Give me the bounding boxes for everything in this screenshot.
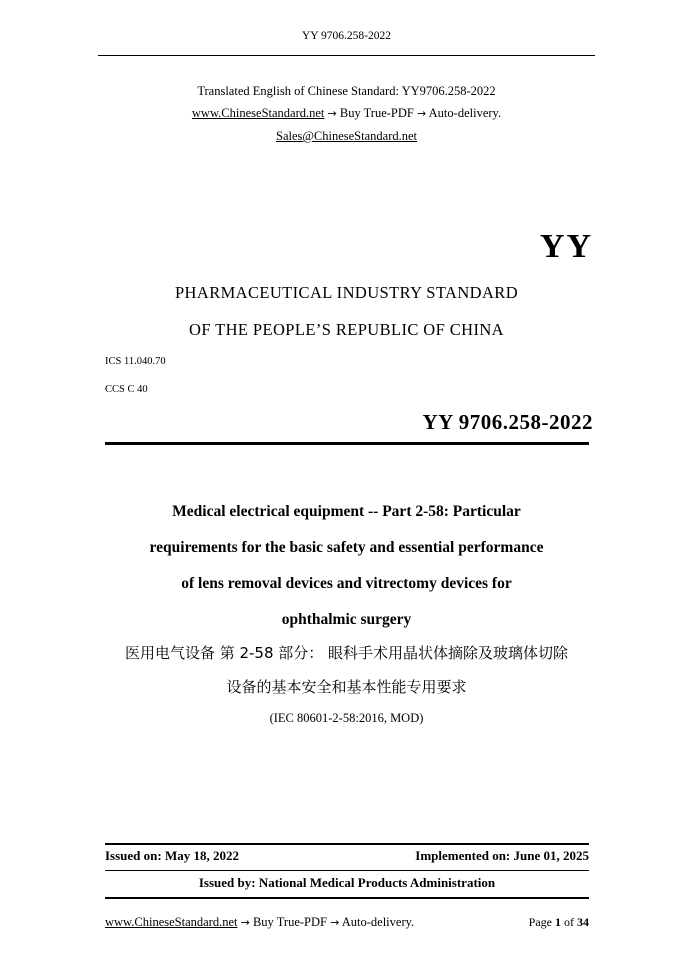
running-title: YY 9706.258-2022	[301, 30, 391, 42]
title-chinese-line-1: 医用电气设备 第 2-58 部分： 眼科手术用晶状体摘除及玻璃体切除	[124, 644, 569, 662]
issue-divider-bottom	[105, 897, 589, 899]
page-of-label: of	[564, 915, 574, 929]
issued-on-date: Issued on: May 18, 2022	[105, 848, 239, 863]
page-number: 1	[555, 915, 561, 929]
title-chinese-line-2: 设备的基本安全和基本性能专用要求	[226, 678, 467, 696]
title-chinese	[98, 636, 595, 704]
promo-line-1: Translated English of Chinese Standard: YY9706.258-2022	[197, 84, 496, 98]
footer-promo	[105, 915, 414, 930]
footer-delivery-text: Auto-delivery.	[341, 915, 415, 929]
standard-number-divider	[105, 442, 589, 445]
page-footer	[105, 915, 589, 930]
arrow-right-icon-3: →	[240, 916, 250, 929]
title-english-line-2: requirements for the basic safety and essential performance	[149, 539, 544, 556]
footer-site-link[interactable]: www.ChineseStandard.net	[105, 915, 238, 929]
arrow-right-icon: →	[327, 107, 337, 120]
implemented-on-date: Implemented on: June 01, 2025	[415, 848, 589, 863]
issuing-org-line-1: PHARMACEUTICAL INDUSTRY STANDARD	[174, 283, 519, 302]
promo-site-link[interactable]: www.ChineseStandard.net	[191, 106, 325, 120]
issue-divider-top	[105, 843, 589, 845]
ccs-code: CCS C 40	[105, 384, 148, 395]
promo-line-3	[98, 125, 595, 147]
title-english-line-3: of lens removal devices and vitrectomy devices for	[181, 575, 512, 592]
promo-line-2	[98, 102, 595, 125]
title-english-line-1: Medical electrical equipment -- Part 2-58: Particular	[172, 503, 521, 520]
promo-buy-text: Buy True-PDF	[339, 106, 414, 120]
title-english	[98, 494, 595, 638]
issuing-org-line-2: OF THE PEOPLE’S REPUBLIC OF CHINA	[189, 320, 504, 339]
issue-dates-row	[105, 848, 589, 864]
standard-logo: YY	[539, 228, 593, 265]
promo-email-link[interactable]: Sales@ChineseStandard.net	[276, 129, 417, 143]
footer-buy-text: Buy True-PDF	[252, 915, 327, 929]
promo-block	[98, 80, 595, 147]
page-header	[98, 30, 595, 42]
page-label: Page	[528, 915, 552, 929]
standard-number: YY 9706.258-2022	[422, 410, 593, 434]
promo-delivery-text: Auto-delivery.	[428, 106, 502, 120]
page-indicator	[529, 915, 589, 930]
arrow-right-icon-4: →	[330, 916, 340, 929]
arrow-right-icon-2: →	[417, 107, 427, 120]
issue-divider-middle	[105, 870, 589, 871]
page-total: 34	[577, 915, 589, 929]
title-english-line-4: ophthalmic surgery	[281, 611, 412, 628]
title-reference: (IEC 80601-2-58:2016, MOD)	[269, 711, 424, 725]
header-divider	[98, 55, 595, 56]
issued-by-authority: Issued by: National Medical Products Administration	[198, 875, 496, 890]
ics-code: ICS 11.040.70	[105, 356, 166, 367]
